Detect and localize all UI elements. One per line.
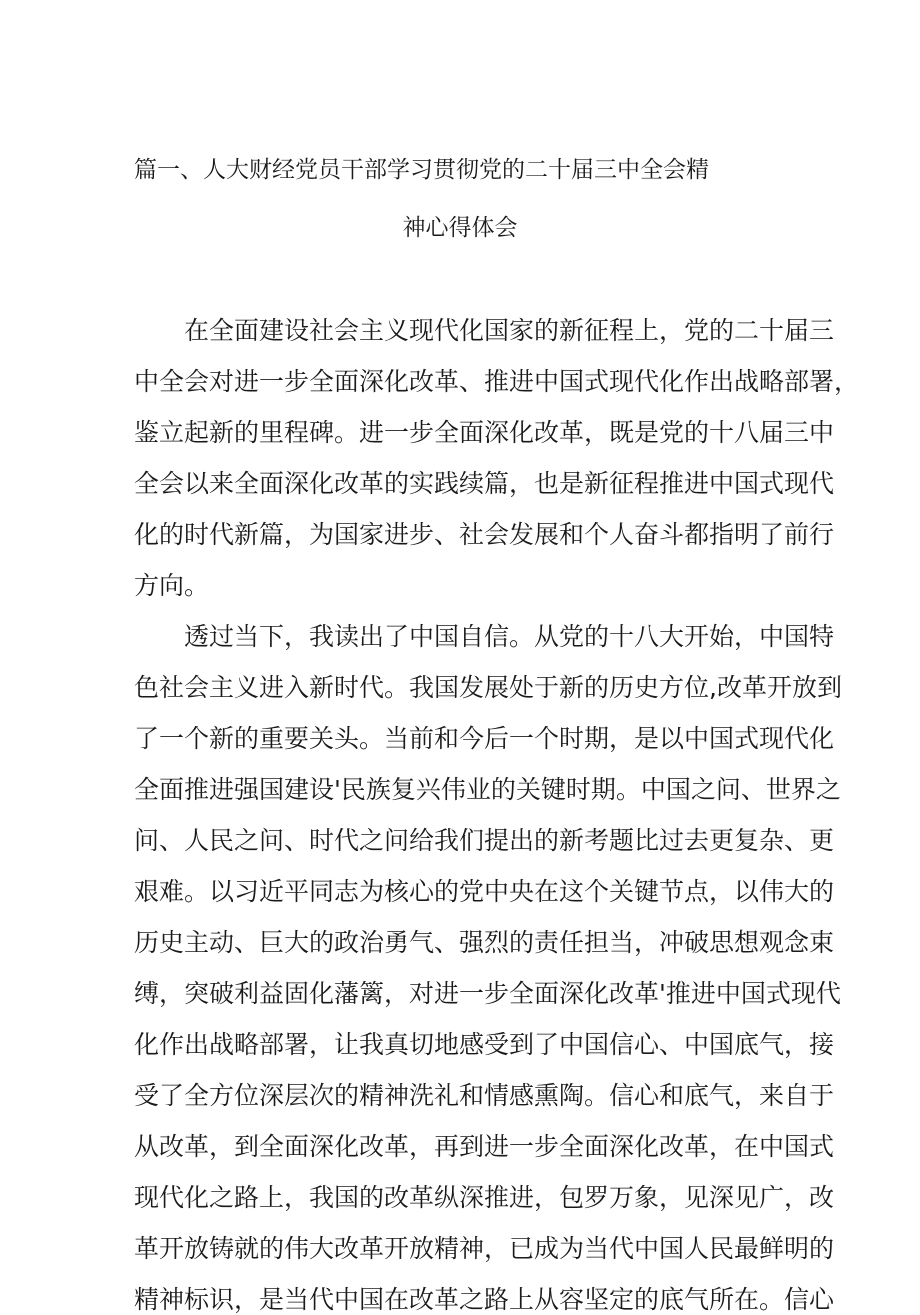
paragraph-2-line-14: 精神标识，是当代中国在改革之路上从容坚定的底气所在。信心 <box>134 1285 835 1314</box>
paragraph-2-line-2: 色社会主义进入新时代。我国发展处于新的历史方位,改革开放到 <box>134 673 842 702</box>
paragraph-2-line-13: 革开放铸就的伟大改革开放精神，已成为当代中国人民最鲜明的 <box>134 1234 835 1263</box>
paragraph-1-line-3: 鉴立起新的里程碑。进一步全面深化改革，既是党的十八届三中 <box>134 418 835 447</box>
paragraph-2-line-4: 全面推进强国建设'民族复兴伟业的关键时期。中国之问、世界之 <box>134 775 841 804</box>
paragraph-2-line-9: 化作出战略部署，让我真切地感受到了中国信心、中国底气，接 <box>134 1030 835 1059</box>
paragraph-1-line-1: 在全面建设社会主义现代化国家的新征程上，党的二十届三 <box>184 316 835 345</box>
paragraph-2-line-8: 缚，突破利益固化藩篱，对进一步全面深化改革'推进中国式现代 <box>134 979 841 1008</box>
document-title-line-2: 神心得体会 <box>402 215 518 241</box>
paragraph-1-line-4: 全会以来全面深化改革的实践续篇，也是新征程推进中国式现代 <box>134 469 835 498</box>
document-title-line-1: 篇一、人大财经党员干部学习贯彻党的二十届三中全会精 <box>134 157 709 183</box>
paragraph-2-line-5: 问、人民之问、时代之问给我们提出的新考题比过去更复杂、更 <box>134 826 835 855</box>
paragraph-2-line-1: 透过当下，我读出了中国自信。从党的十八大开始，中国特 <box>184 622 835 651</box>
paragraph-2-line-7: 历史主动、巨大的政治勇气、强烈的责任担当，冲破思想观念束 <box>134 928 835 957</box>
paragraph-2-line-12: 现代化之路上，我国的改革纵深推进，包罗万象，见深见广，改 <box>134 1183 835 1212</box>
paragraph-2-line-10: 受了全方位深层次的精神洗礼和情感熏陶。信心和底气，来自于 <box>134 1081 835 1110</box>
paragraph-1-line-5: 化的时代新篇，为国家进步、社会发展和个人奋斗都指明了前行 <box>134 520 835 549</box>
paragraph-2-line-6: 艰难。以习近平同志为核心的党中央在这个关键节点，以伟大的 <box>134 877 835 906</box>
paragraph-1-line-6: 方向。 <box>134 571 210 600</box>
paragraph-1-line-2: 中全会对进一步全面深化改革、推进中国式现代化作出战略部署， <box>134 367 860 396</box>
paragraph-2-line-11: 从改革，到全面深化改革，再到进一步全面深化改革，在中国式 <box>134 1132 835 1161</box>
paragraph-2-line-3: 了一个新的重要关头。当前和今后一个时期，是以中国式现代化 <box>134 724 835 753</box>
